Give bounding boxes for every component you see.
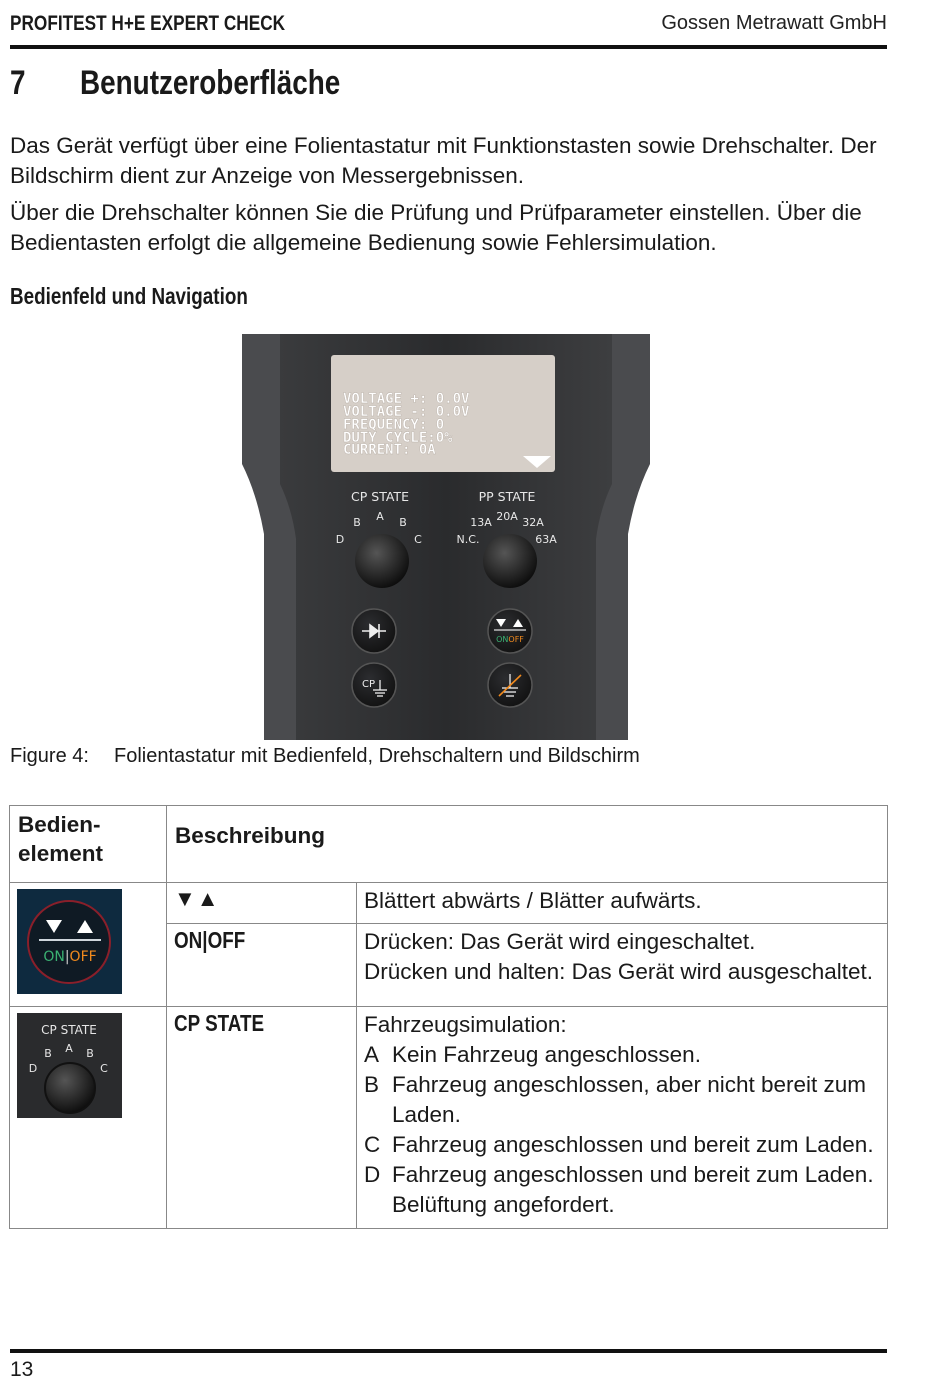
svg-text:CP STATE: CP STATE — [41, 1023, 97, 1037]
table-row — [10, 883, 888, 924]
lcd-line-2: VOLTAGE -: 0.0V — [343, 404, 470, 420]
onoff-key[interactable] — [488, 609, 532, 653]
cp-state-label: CP STATE — [351, 489, 409, 504]
header-description: Beschreibung — [167, 806, 888, 883]
pp-pos-63a: 63A — [535, 533, 557, 546]
cp-pos-b-right: B — [399, 516, 407, 529]
cp-option-c: C Fahrzeug angeschlossen und bereit zum Laden. — [364, 1132, 874, 1157]
cp-pos-c: C — [414, 533, 422, 546]
lcd-line-5: CURRENT: 0A — [343, 442, 436, 458]
pp-state-knob[interactable] — [483, 534, 537, 588]
footer-rule — [10, 1349, 887, 1353]
header-element-text: Bedien- element — [18, 812, 104, 866]
key-onoff: ON|OFF — [167, 924, 357, 1007]
svg-text:D: D — [28, 1062, 38, 1075]
key-scroll: ▼▲ — [167, 883, 357, 924]
page-number: 13 — [10, 1358, 34, 1381]
svg-text:C: C — [100, 1062, 108, 1075]
cp-state-knob[interactable] — [355, 534, 409, 588]
cp-pos-b-left: B — [353, 516, 361, 529]
intro-paragraph-2: Über die Drehschalter können Sie die Prüfung und Prüfparameter einstellen. Über die Bedientasten erfolgt die allgemeine Bedienung sowie Fehlersimulation. — [10, 200, 862, 255]
figure-caption — [10, 745, 640, 768]
pp-pos-nc: N.C. — [456, 533, 480, 546]
figure-label: Figure 4: — [10, 745, 89, 767]
pp-pos-32a: 32A — [522, 516, 544, 529]
cp-option-b: B Fahrzeug angeschlossen, aber nicht bereit zum Laden. — [364, 1072, 867, 1127]
svg-text:A: A — [65, 1042, 73, 1055]
pp-state-label: PP STATE — [478, 489, 536, 504]
cp-state-knob-icon — [17, 1013, 122, 1118]
lcd-line-4: DUTY CYCLE:0% — [343, 430, 453, 446]
svg-text:B: B — [86, 1047, 94, 1060]
pp-pos-13a: 13A — [470, 516, 492, 529]
header-element — [10, 806, 167, 883]
svg-text:B: B — [44, 1047, 52, 1060]
onoff-icon-cell — [10, 883, 167, 1007]
control-table — [9, 805, 888, 1229]
pp-pos-20a: 20A — [496, 510, 518, 523]
key-cp-state: CP STATE — [167, 1007, 357, 1229]
svg-text:ON|OFF: ON|OFF — [43, 949, 97, 965]
onoff-key-icon — [17, 889, 122, 994]
figure-caption-text: Folientastatur mit Bedienfeld, Drehschaltern und Bildschirm — [114, 745, 640, 767]
cp-pos-a: A — [376, 510, 384, 523]
lcd-line-1: VOLTAGE +: 0.0V — [343, 391, 470, 407]
section-title: Bedienfeld und Navigation — [10, 283, 248, 309]
cp-option-d: D Fahrzeug angeschlossen und bereit zum Laden. Belüftung angefordert. — [364, 1162, 874, 1217]
table-header-row — [10, 806, 888, 883]
chapter-number: 7 — [10, 64, 26, 102]
chapter-title: Benutzeroberfläche — [80, 64, 341, 102]
lcd-line-3: FREQUENCY: 0 — [343, 417, 445, 433]
header-company: Gossen Metrawatt GmbH — [661, 12, 887, 34]
cp-state-icon-cell — [10, 1007, 167, 1229]
onoff-key-label: ONOFF — [496, 635, 524, 644]
table-row — [10, 1007, 888, 1229]
device-photo — [240, 334, 652, 740]
cp-key-label: CP — [362, 679, 376, 690]
desc-onoff: Drücken: Das Gerät wird eingeschaltet. Drücken und halten: Das Gerät wird ausgeschaltet. — [357, 924, 888, 1007]
header-rule — [10, 45, 887, 49]
intro-paragraph-1: Das Gerät verfügt über eine Folientastatur mit Funktionstasten sowie Drehschalter. Der Bildschirm dient zur Anzeige von Messergebnissen. — [10, 133, 877, 188]
cp-option-a: A Kein Fahrzeug angeschlossen. — [364, 1042, 701, 1067]
desc-cp-state: Fahrzeugsimulation: A Kein Fahrzeug angeschlossen. B Fahrzeug angeschlossen, aber nicht bereit zum Laden. C Fahrzeug angeschlossen und bereit zum Laden. D Fahrzeug angeschlossen und bereit zum Laden. Belüftung angefordert. — [357, 1007, 888, 1229]
desc-scroll: Blättert abwärts / Blätter aufwärts. — [357, 883, 888, 924]
header-product: PROFITEST H+E EXPERT CHECK — [10, 12, 286, 35]
cp-pos-d: D — [335, 533, 345, 546]
